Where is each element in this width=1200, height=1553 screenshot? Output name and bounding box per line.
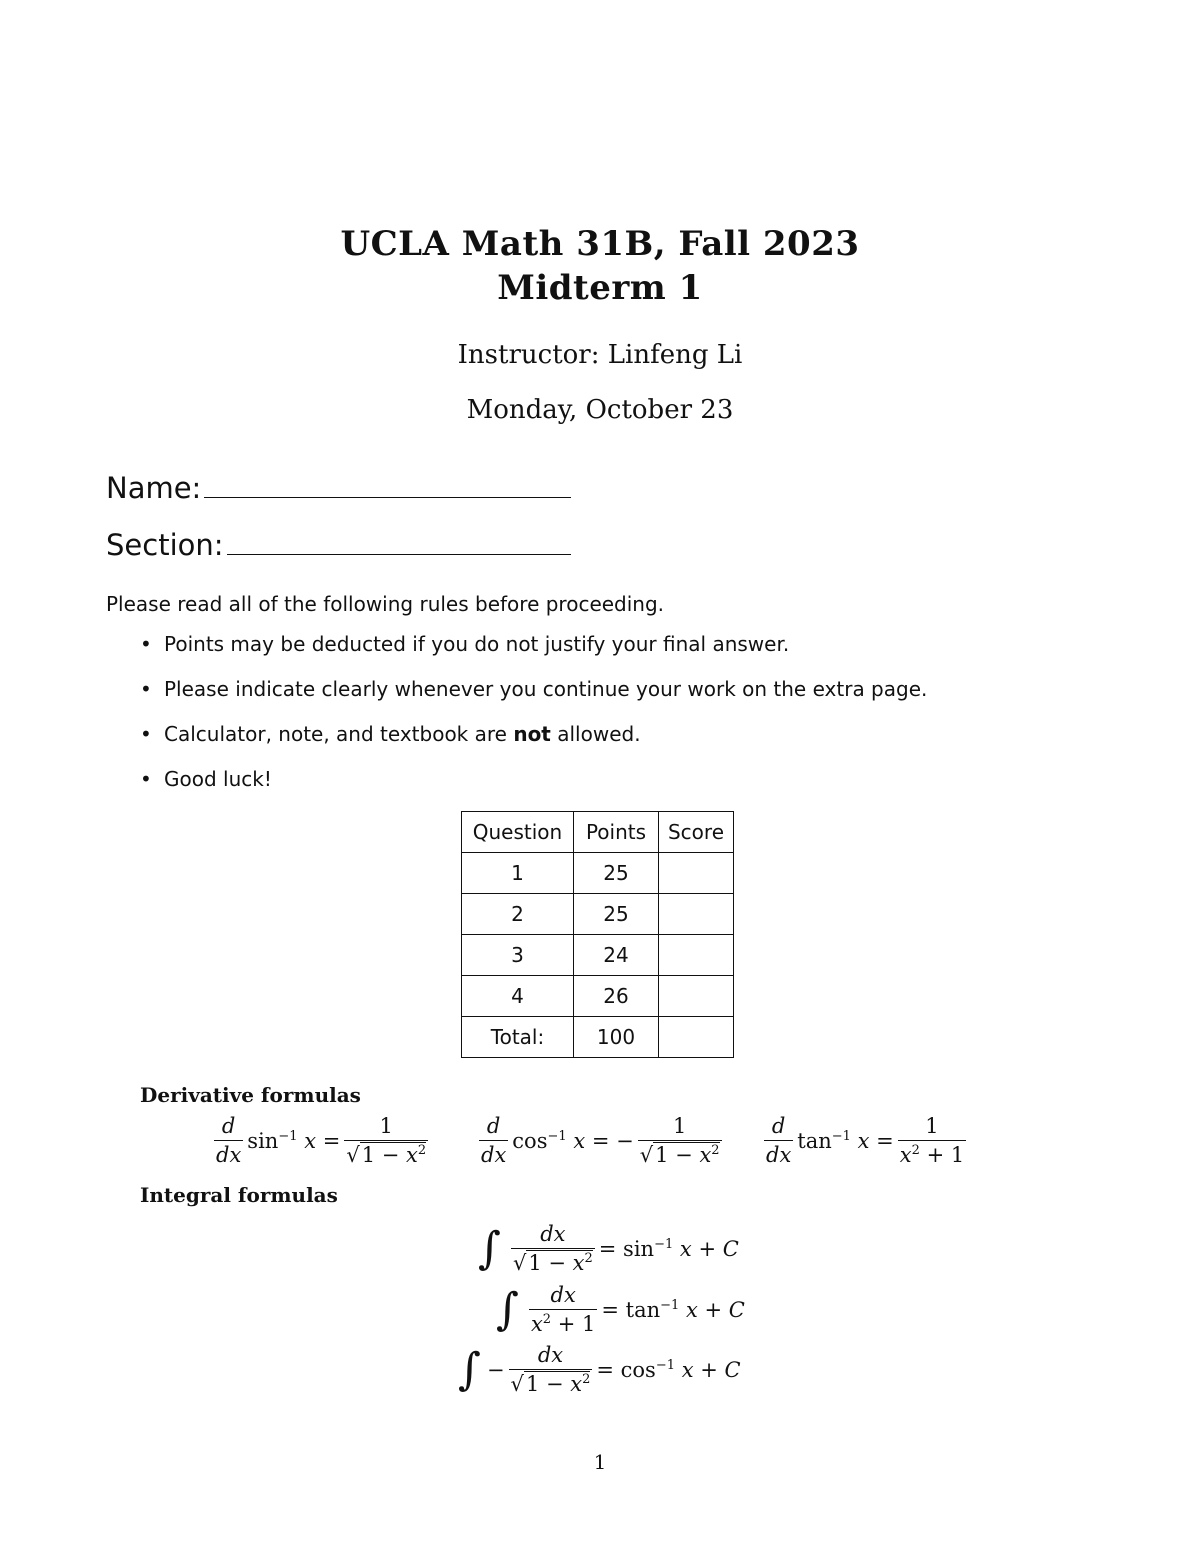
exam-date: Monday, October 23 <box>466 395 734 425</box>
question-cell: 2 <box>462 894 574 935</box>
table-row <box>462 1017 734 1058</box>
derivative-arccos-formula: $\frac{d}{dx}$ $\cos^{-1} x$ = − $\frac{1}{√1 - x^2}$ <box>481 1114 720 1167</box>
exam-title: UCLA Math 31B, Fall 2023 <box>340 224 860 264</box>
points-cell: 24 <box>574 935 659 976</box>
rules-intro: Please read all of the following rules before proceeding. <box>106 592 665 616</box>
points-cell: 25 <box>574 894 659 935</box>
points-cell: 100 <box>574 1017 659 1058</box>
score-cell[interactable] <box>659 976 734 1017</box>
integral-formulas-heading: Integral formulas <box>140 1183 338 1207</box>
integral-arctan-formula: ∫ $\frac{dx}{x^2 + 1}$ = $\tan^{-1} x + C$ <box>496 1283 745 1336</box>
points-cell: 25 <box>574 853 659 894</box>
column-header: Score <box>659 812 734 853</box>
rule-item: • Calculator, note, and textbook are not allowed. <box>140 722 641 746</box>
rule-item: • Good luck! <box>140 767 272 791</box>
question-cell: 4 <box>462 976 574 1017</box>
table-row <box>462 894 734 935</box>
question-cell: 3 <box>462 935 574 976</box>
question-cell: Total: <box>462 1017 574 1058</box>
name-field[interactable] <box>204 497 571 498</box>
derivative-arcsin-formula: $\frac{d}{dx}$ $\sin^{-1} x$ = $\frac{1}{√1 - x^2}$ <box>216 1114 427 1167</box>
table-header-row <box>462 812 734 853</box>
integral-arccos-formula: ∫ − $\frac{dx}{√1 - x^2}$ = $\cos^{-1} x + C$ <box>458 1343 741 1396</box>
section-label: Section: <box>106 528 224 562</box>
table-row <box>462 853 734 894</box>
page-number: 1 <box>593 1450 607 1474</box>
score-cell[interactable] <box>659 853 734 894</box>
table-row <box>462 935 734 976</box>
score-cell[interactable] <box>659 935 734 976</box>
exam-subtitle: Midterm 1 <box>497 268 703 308</box>
score-table <box>461 811 734 1058</box>
derivative-arctan-formula: $\frac{d}{dx}$ $\tan^{-1} x$ = $\frac{1}{x^2 + 1}$ <box>766 1114 965 1167</box>
instructor: Instructor: Linfeng Li <box>457 340 743 370</box>
name-label: Name: <box>106 471 202 505</box>
rule-item: • Please indicate clearly whenever you continue your work on the extra page. <box>140 677 927 701</box>
section-field[interactable] <box>227 554 571 555</box>
column-header: Question <box>462 812 574 853</box>
column-header: Points <box>574 812 659 853</box>
score-cell[interactable] <box>659 894 734 935</box>
points-cell: 26 <box>574 976 659 1017</box>
table-row <box>462 976 734 1017</box>
rule-item: • Points may be deducted if you do not justify your final answer. <box>140 632 789 656</box>
derivative-formulas-heading: Derivative formulas <box>140 1083 361 1107</box>
integral-arcsin-formula: ∫ $\frac{dx}{√1 - x^2}$ = $\sin^{-1} x + C$ <box>478 1222 739 1275</box>
score-cell[interactable] <box>659 1017 734 1058</box>
question-cell: 1 <box>462 853 574 894</box>
